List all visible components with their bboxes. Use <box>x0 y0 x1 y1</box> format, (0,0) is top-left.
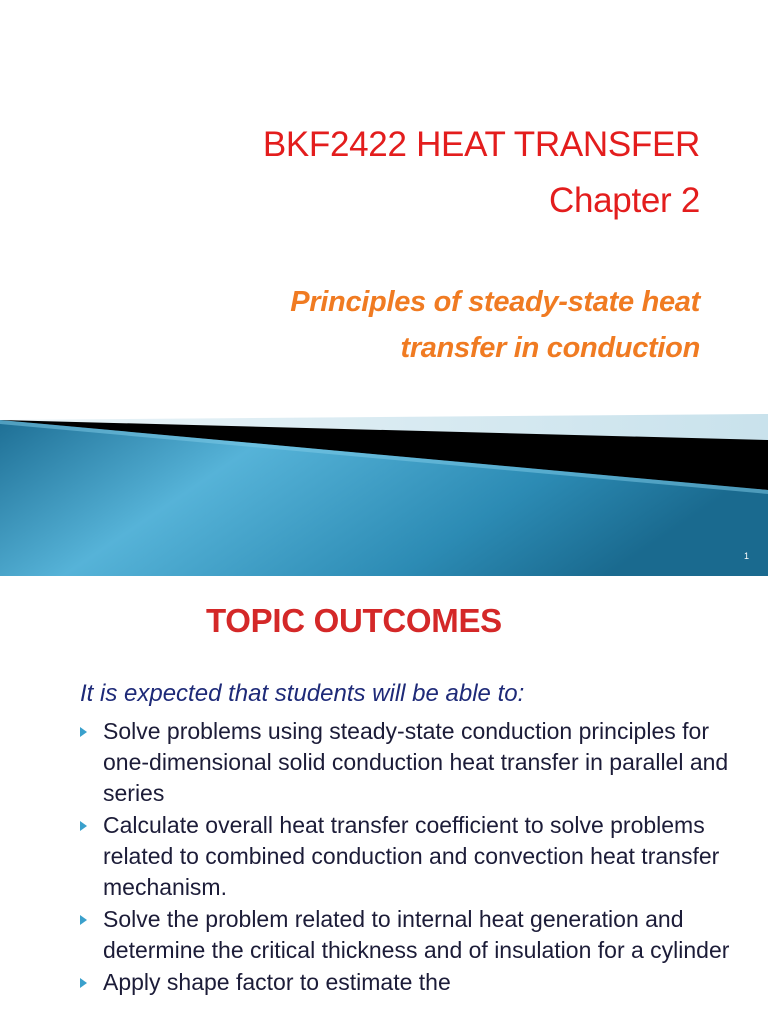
course-title: BKF2422 HEAT TRANSFER <box>262 125 700 164</box>
decorative-swoosh-band <box>0 410 768 576</box>
outcome-text: Calculate overall heat transfer coefficient to solve problems related to combined conduction and convection heat transfer mechanism. <box>103 812 720 900</box>
subtitle-line-1: Principles of steady-state heat <box>290 286 700 318</box>
outcome-text: Apply shape factor to estimate the <box>103 969 451 995</box>
slide-number: 1 <box>743 551 749 561</box>
outcome-item <box>80 904 740 966</box>
triangle-bullet-icon <box>80 727 87 737</box>
triangle-bullet-icon <box>80 821 87 831</box>
outcome-item <box>80 716 740 809</box>
outcomes-slide <box>0 576 768 1024</box>
outcomes-heading: TOPIC OUTCOMES <box>206 602 502 639</box>
outcome-item <box>80 810 740 903</box>
outcomes-intro: It is expected that students will be able to: <box>80 680 525 707</box>
outcome-item <box>80 967 740 998</box>
subtitle-line-2: transfer in conduction <box>400 332 700 364</box>
outcome-text: Solve the problem related to internal heat generation and determine the critical thickness and of insulation for a cylinder <box>103 906 730 963</box>
outcome-text: Solve problems using steady-state conduction principles for one-dimensional solid conduction heat transfer in parallel and series <box>103 718 729 806</box>
outcomes-list <box>80 716 740 999</box>
triangle-bullet-icon <box>80 978 87 988</box>
triangle-bullet-icon <box>80 915 87 925</box>
chapter-title: Chapter 2 <box>548 181 700 220</box>
